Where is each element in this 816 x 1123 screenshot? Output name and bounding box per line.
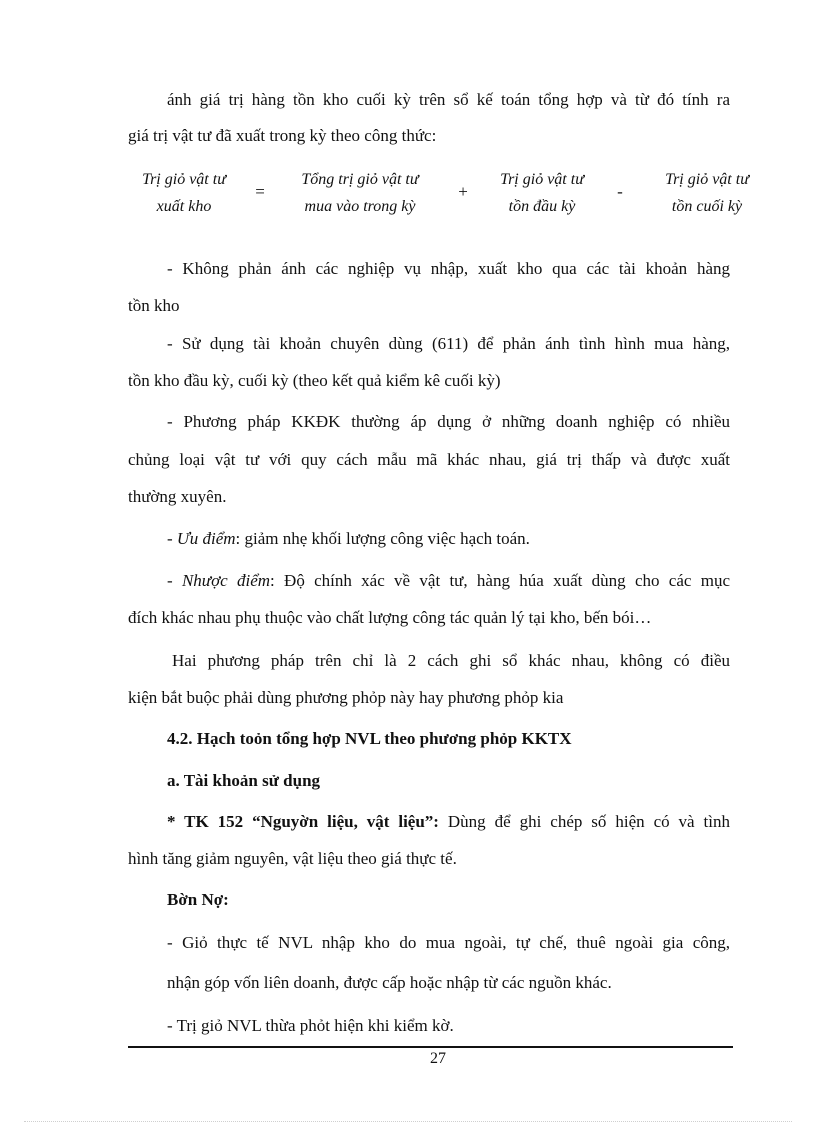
paragraph-line: kiện bắt buộc phải dùng phương phỏp này hay phương phỏp kia — [128, 688, 564, 707]
page-number: 27 — [430, 1050, 446, 1067]
equals-sign: = — [255, 182, 265, 201]
formula-term-line: tồn cuối kỳ — [671, 198, 743, 215]
paragraph-line-advantage — [167, 528, 730, 550]
formula-term-line: Trị giỏ vật tư — [500, 171, 584, 188]
paragraph-line: - Phương pháp KKĐK thường áp dụng ở những doanh nghiệp có nhiều — [167, 412, 730, 431]
term-disadvantage: Nhược điểm — [181, 571, 271, 590]
dash: - — [167, 529, 177, 548]
paragraph-line: - Trị giỏ NVL thừa phỏt hiện khi kiểm kờ. — [167, 1016, 454, 1035]
paragraph-line: - Giỏ thực tế NVL nhập kho do mua ngoài, tự chế, thuê ngoài gia công, — [167, 933, 730, 952]
paragraph-line: tồn kho đầu kỳ, cuối kỳ (theo kết quả kiểm kê cuối kỳ) — [128, 371, 501, 390]
formula-term-ton-dau-ky — [484, 166, 600, 220]
paragraph-line-account-152 — [167, 811, 730, 833]
section-heading: 4.2. Hạch toỏn tổng hợp NVL theo phương phỏp KKTX — [167, 729, 572, 748]
subsection-heading: a. Tài khoản sử dụng — [167, 771, 321, 790]
formula-term-line: xuất kho — [156, 198, 212, 215]
paragraph-line: ánh giá trị hàng tồn kho cuối kỳ trên sổ kế toán tổng hợp và từ đó tính ra — [167, 90, 730, 109]
paragraph-line: - Sử dụng tài khoản chuyên dùng (611) để phản ánh tình hình mua hàng, — [167, 334, 730, 353]
paragraph-line: chủng loại vật tư với quy cách mẫu mã khác nhau, giá trị thấp và được xuất — [128, 450, 730, 469]
paragraph-line-disadvantage — [167, 570, 730, 592]
formula-term-line: mua vào trong kỳ — [304, 198, 416, 215]
formula-term-xuat-kho — [126, 166, 242, 220]
debit-side-heading: Bờn Nợ: — [167, 890, 229, 909]
text: : giảm nhẹ khối lượng công việc hạch toán. — [235, 529, 530, 548]
paragraph-line: tồn kho — [128, 296, 180, 315]
account-title: * TK 152 “Nguyờn liệu, vật liệu”: — [167, 812, 439, 831]
text: : Độ chính xác về vật tư, hàng húa xuất dùng cho các mục — [270, 571, 730, 590]
formula-term-line: Trị giỏ vật tư — [142, 171, 226, 188]
dash: - — [167, 571, 182, 590]
footer-rule — [128, 1046, 733, 1048]
term-advantage: Ưu điểm — [176, 529, 236, 548]
plus-sign: + — [458, 182, 468, 201]
paragraph-line: hình tăng giảm nguyên, vật liệu theo giá thực tế. — [128, 849, 457, 868]
minus-sign: - — [617, 182, 623, 201]
page-edge-dotted-line — [24, 1121, 792, 1122]
paragraph-line: đích khác nhau phụ thuộc vào chất lượng công tác quản lý tại kho, bến bói… — [128, 608, 652, 627]
paragraph-line: nhận góp vốn liên doanh, được cấp hoặc nhập từ các nguồn khác. — [167, 973, 612, 992]
paragraph-line: - Không phản ánh các nghiệp vụ nhập, xuất kho qua các tài khoản hàng — [167, 259, 730, 278]
formula-term-mua-vao — [280, 166, 440, 220]
formula-term-ton-cuoi-ky — [648, 166, 766, 220]
paragraph-line: giá trị vật tư đã xuất trong kỳ theo công thức: — [128, 126, 437, 145]
paragraph-line: Hai phương pháp trên chỉ là 2 cách ghi sổ khác nhau, không có điều — [172, 651, 730, 670]
formula-term-line: Trị giỏ vật tư — [665, 171, 749, 188]
text: Dùng để ghi chép số hiện có và tình — [438, 812, 730, 831]
formula-term-line: Tổng trị giỏ vật tư — [301, 171, 419, 188]
paragraph-line: thường xuyên. — [128, 487, 227, 506]
formula-term-line: tồn đầu kỳ — [508, 198, 576, 215]
